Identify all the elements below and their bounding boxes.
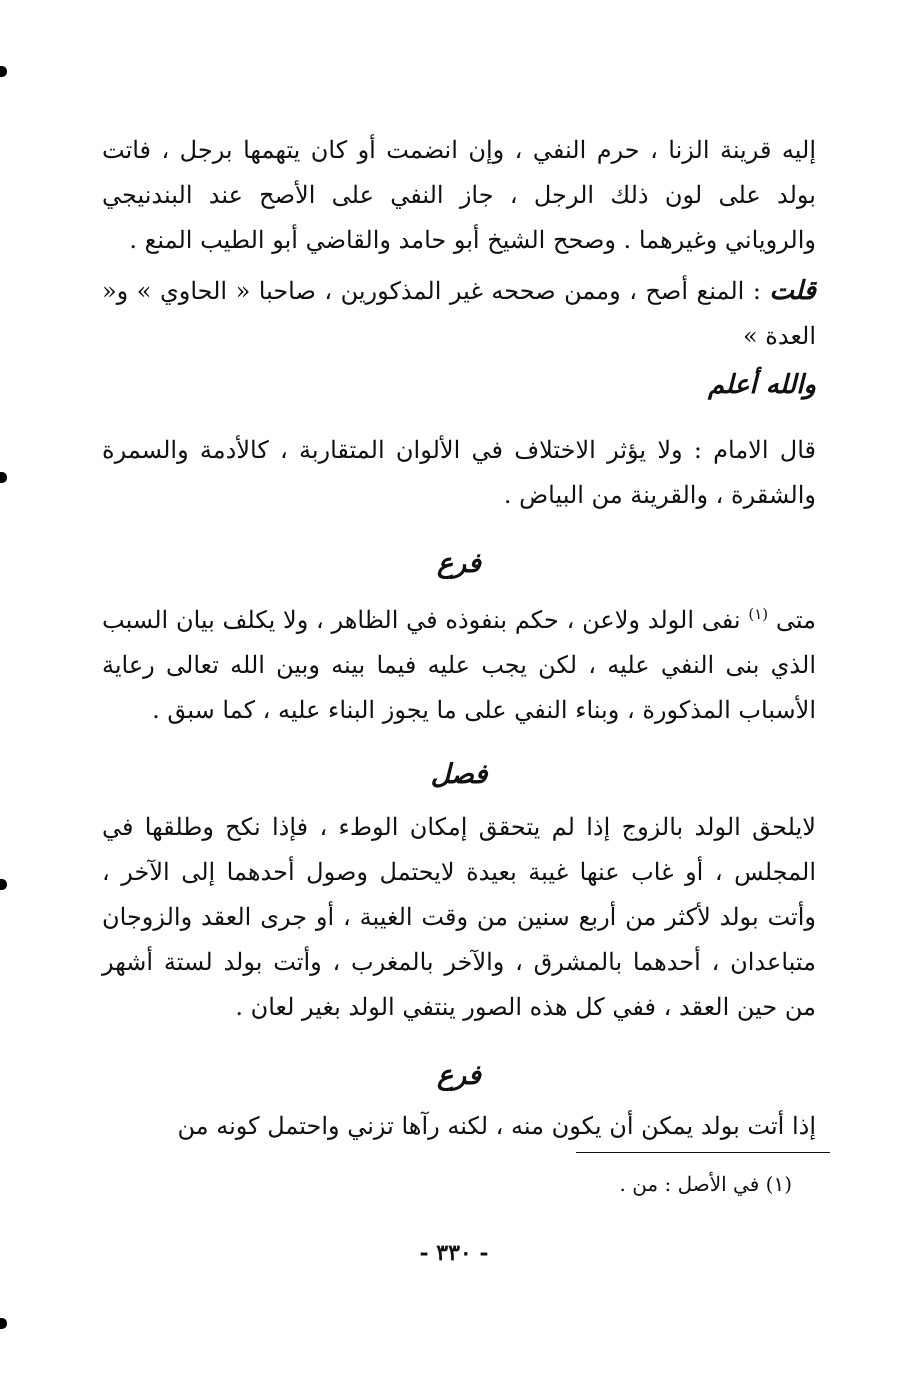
paragraph-2-text: : المنع أصح ، وممن صححه غير المذكورين ، صاحبا « الحاوي » و« العدة »	[102, 277, 816, 350]
footnote-divider	[576, 1152, 830, 1153]
scan-mark	[0, 66, 7, 77]
scan-mark	[0, 472, 7, 483]
closing-phrase: والله أعلم	[708, 370, 816, 400]
page-body	[102, 128, 816, 1149]
paragraph-4-start: متى	[775, 606, 816, 634]
scan-mark	[0, 879, 7, 890]
footnote: (١) في الأصل : من .	[619, 1172, 792, 1196]
paragraph-4	[102, 592, 816, 733]
paragraph-1: إليه قرينة الزنا ، حرم النفي ، وإن انضمت أو كان يتهمها برجل ، فاتت بولد على لون ذلك الرجل ، جاز النفي على الأصح عند البندنيجي والروياني وغيرهما . وصحح الشيخ أبو حامد والقاضي أبو الطيب المنع .	[102, 136, 816, 254]
paragraph-2	[102, 269, 816, 408]
footnote-reference: (١)	[748, 605, 769, 623]
paragraph-3: قال الامام : ولا يؤثر الاختلاف في الألوان المتقاربة ، كالأدمة والسمرة والشقرة ، والقرينة من البياض .	[102, 436, 816, 509]
section-heading-fara-1: فرع	[437, 548, 481, 579]
paragraph-5: لايلحق الولد بالزوج إذا لم يتحقق إمكان الوطء ، فإذا نكح وطلقها في المجلس ، أو غاب عنها غيبة بعيدة لايحتمل وصول أحدهما إلى الآخر ، وأتت بولد لأكثر من أربع سنين من وقت الغيبة ، أو جرى العقد والزوجان متباعدان ، أحدهما بالمشرق ، والآخر بالمغرب ، وأتت بولد لستة أشهر من حين العقد ، ففي كل هذه الصور ينتفي الولد بغير لعان .	[102, 813, 816, 1021]
paragraph-4-text: نفى الولد ولاعن ، حكم بنفوذه في الظاهر ، ولا يكلف بيان السبب الذي بنى النفي عليه ، لكن يجب عليه فيما بينه وبين الله تعالى رعاية الأسباب المذكورة ، وبناء النفي على ما يجوز البناء عليه ، كما سبق .	[102, 606, 816, 724]
section-heading-fasl: فصل	[430, 759, 488, 790]
page-number: - ٣٣٠ -	[419, 1240, 489, 1266]
section-heading-fara-2: فرع	[437, 1060, 481, 1091]
scan-mark	[0, 1318, 7, 1329]
paragraph-6: إذا أتت بولد يمكن أن يكون منه ، لكنه رآها تزني واحتمل كونه من	[177, 1112, 816, 1140]
qult-label: قلت	[769, 276, 816, 306]
